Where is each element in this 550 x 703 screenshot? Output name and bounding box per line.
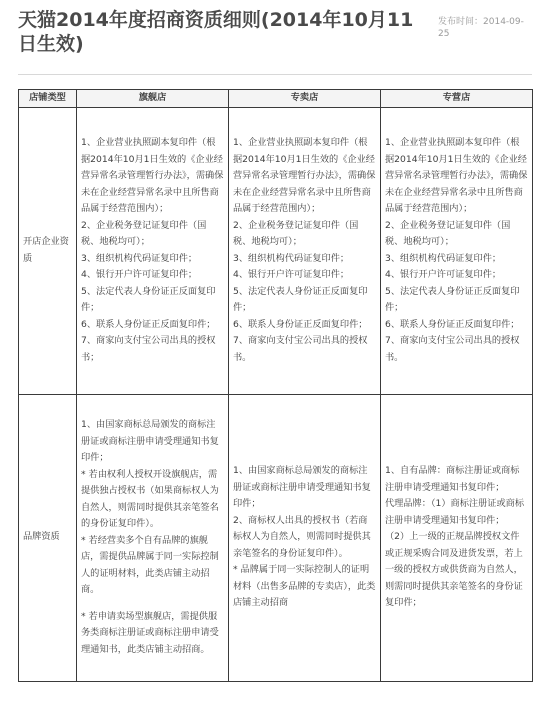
cell-item: 1、自有品牌：商标注册证或商标注册申请受理通知书复印件；	[385, 465, 520, 493]
cell-item: 4、银行开户许可证复印件；	[81, 269, 198, 280]
cell-item: 6、联系人身份证正反面复印件；	[385, 318, 520, 330]
header-flagship: 旗舰店	[77, 90, 229, 108]
cell-item: 4、银行开户许可证复印件；	[233, 269, 350, 280]
cell-item: * 若申请卖场型旗舰店，需提供服务类商标注册证或商标注册申请受理通知书，此类店铺主动招商。	[81, 610, 219, 655]
publish-date-value: 2014-09-25	[438, 17, 524, 39]
qualification-table	[18, 89, 533, 682]
cell-item: 7、商家向支付宝公司出具的授权书。	[233, 335, 368, 363]
cell-item: （2）上一级的正规品牌授权文件或正规采购合同及进货发票，若上一级的授权方或供货商为自然人，则需同时提供其亲笔签名的身份证复印件；	[385, 531, 523, 609]
publish-date	[438, 16, 532, 40]
cell-item: 7、商家向支付宝公司出具的授权书。	[385, 335, 520, 363]
cell-company-exclusive	[229, 107, 381, 394]
cell-item: 1、企业营业执照副本复印件（根据2014年10月1日生效的《企业经营异常名录管理暂行办法》，需确保未在企业经营异常名录中且所售商品属于经营范围内）；	[81, 137, 224, 214]
cell-item: * 品牌属于同一实际控制人的证明材料（出售多品牌的专卖店），此类店铺主动招商	[233, 564, 376, 609]
cell-item: 1、由国家商标总局颁发的商标注册证或商标注册申请受理通知书复印件；	[81, 419, 219, 463]
publish-date-label: 发布时间：	[438, 17, 484, 27]
article-title: 天猫2014年度招商资质细则(2014年10月11日生效)	[18, 9, 414, 55]
cell-brand-exclusive	[229, 394, 381, 681]
header-exclusive: 专卖店	[229, 90, 381, 108]
cell-item: 2、商标权人出具的授权书（若商标权人为自然人，则需同时提供其亲笔签名的身份证复印件）。	[233, 514, 371, 559]
header-franchise: 专营店	[381, 90, 533, 108]
cell-item: * 若由权利人授权开设旗舰店，需提供独占授权书（如果商标权人为自然人，则需同时提供其亲笔签名的身份证复印件）。	[81, 468, 219, 529]
cell-item: 1、企业营业执照副本复印件（根据2014年10月1日生效的《企业经营异常名录管理暂行办法》，需确保未在企业经营异常名录中且所售商品属于经营范围内）；	[233, 137, 376, 214]
cell-company-franchise	[381, 107, 533, 394]
cell-item: 5、法定代表人身份证正反面复印件；	[385, 285, 520, 313]
cell-item: 4、银行开户许可证复印件；	[385, 269, 502, 280]
cell-item: 3、组织机构代码证复印件；	[233, 252, 350, 264]
table-row	[19, 394, 533, 681]
cell-item: 1、企业营业执照副本复印件（根据2014年10月1日生效的《企业经营异常名录管理暂行办法》，需确保未在企业经营异常名录中且所售商品属于经营范围内）；	[385, 137, 528, 214]
row-type-company: 开店企业资质	[19, 107, 77, 394]
table-header-row	[19, 90, 533, 108]
cell-company-flagship	[77, 107, 229, 394]
cell-item: 2、企业税务登记证复印件（国税、地税均可）；	[81, 219, 207, 247]
cell-item: * 若经营卖多个自有品牌的旗舰店，需提供品牌属于同一实际控制人的证明材料，此类店铺主动招商。	[81, 534, 219, 595]
table-row	[19, 107, 533, 394]
cell-item: 1、由国家商标总局颁发的商标注册证或商标注册申请受理通知书复印件；	[233, 465, 371, 510]
cell-brand-franchise	[381, 394, 533, 681]
cell-spacer	[81, 599, 224, 609]
header-divider	[18, 74, 532, 75]
article-header	[18, 0, 532, 64]
cell-item: 6、联系人身份证正反面复印件；	[233, 318, 368, 330]
cell-item: 7、商家向支付宝公司出具的授权书；	[81, 335, 216, 363]
header-store-type: 店铺类型	[19, 90, 77, 108]
table-body	[19, 107, 533, 681]
cell-item: 3、组织机构代码证复印件；	[81, 252, 198, 264]
cell-brand-flagship	[77, 394, 229, 681]
cell-item: 5、法定代表人身份证正反面复印件；	[81, 285, 216, 313]
cell-item: 2、企业税务登记证复印件（国税、地税均可）；	[233, 219, 359, 247]
cell-item: 代理品牌：（1）商标注册证或商标注册申请受理通知书复印件；	[385, 498, 525, 526]
cell-item: 3、组织机构代码证复印件；	[385, 252, 502, 264]
cell-item: 6、联系人身份证正反面复印件；	[81, 318, 216, 330]
cell-item: 2、企业税务登记证复印件（国税、地税均可）；	[385, 219, 511, 247]
row-type-brand: 品牌资质	[19, 394, 77, 681]
cell-item: 5、法定代表人身份证正反面复印件；	[233, 285, 368, 313]
